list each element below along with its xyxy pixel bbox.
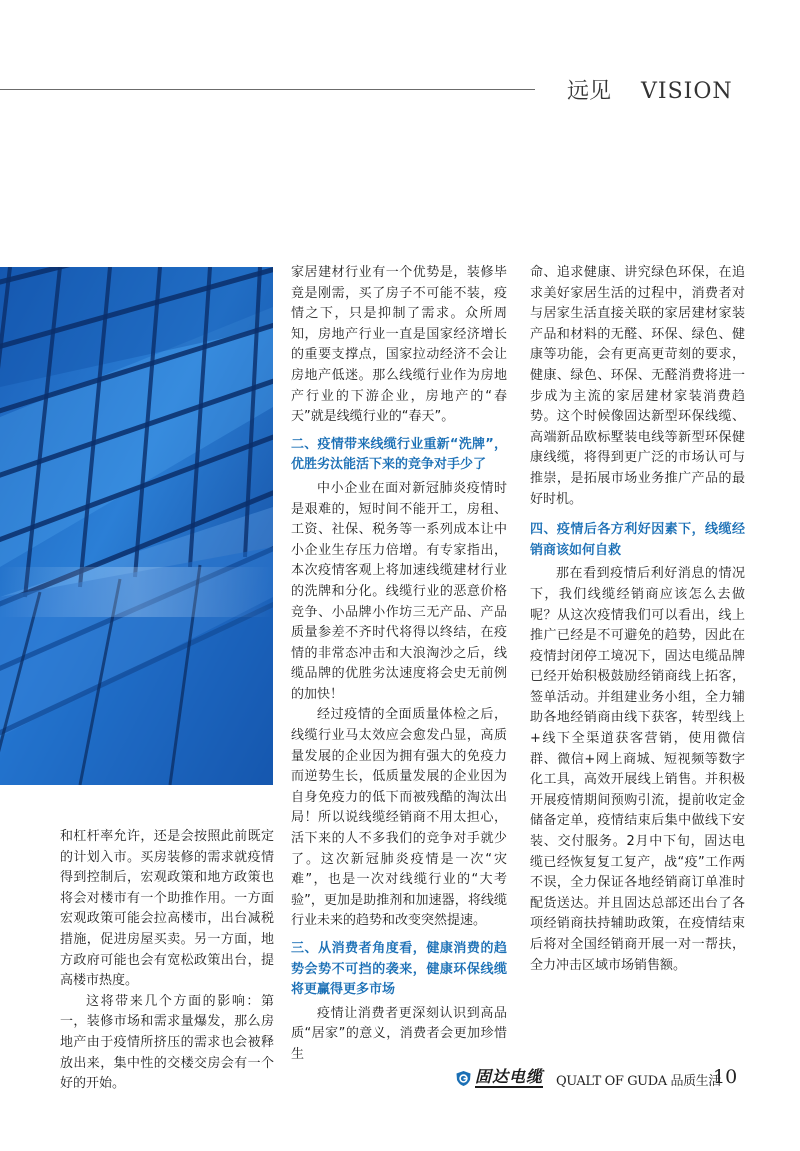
guda-shield-icon — [455, 1070, 472, 1087]
page-number: 10 — [713, 1066, 738, 1088]
section-title-cn: 远见 — [567, 79, 612, 104]
section-heading-4: 四、疫情后各方利好因素下，线缆经销商该如何自救 — [530, 522, 745, 558]
paragraph: 这将带来几个方面的影响：第一，装修市场和需求量爆发，那么房地产由于疫情所挤压的需求也会被释放出来，集中性的交楼交房会有一个好的开始。 — [60, 993, 274, 1092]
section-heading-2: 二、疫情带来线缆行业重新“洗牌”，优胜劣汰能活下来的竞争对手少了 — [291, 436, 507, 473]
section-title-en: VISION — [641, 79, 733, 104]
paragraph: 中小企业在面对新冠肺炎疫情时是艰难的，短时间不能开工，房租、工资、社保、税务等一系列成本让中小企业生存压力倍增。有专家指出，本次疫情客观上将加速线缆建材行业的洗牌和分化。线缆行业的恶意价格竞争、小品牌小作坊三无产品、产品质量参差不齐时代将得以终结，在疫情的非常态冲击和大浪淘沙之后，线缆品牌的优胜劣汰速度将会史无前例的加快！ — [291, 480, 507, 702]
paragraph: 家居建材行业有一个优势是，装修毕竟是刚需，买了房子不可能不装，疫情之下，只是抑制了需求。众所周知，房地产行业一直是国家经济增长的重要支撑点，国家拉动经济不会让房地产低迷。那么线缆行业作为房地产行业的下游企业，房地产的“春天”就是线缆行业的“春天”。 — [291, 265, 507, 425]
paragraph: 经过疫情的全面质量体检之后，线缆行业马太效应会愈发凸显，高质量发展的企业因为拥有强大的免疫力而逆势生长，低质量发展的企业因为自身免疫力的低下而被残酷的淘汰出局！所以说线缆经销商不用太担心，活下来的人不多我们的竞争对手就少了。这次新冠肺炎疫情是一次“灾难”，也是一次对线缆行业的“大考验”，更加是助推剂和加速器，将线缆行业未来的趋势和改变突然提速。 — [291, 707, 507, 929]
glass-facade-photo — [0, 267, 273, 785]
section-header — [567, 74, 733, 105]
header-rule — [0, 89, 535, 90]
paragraph: 那在看到疫情后利好消息的情况下，我们线缆经销商应该怎么去做呢？从这次疫情我们可以看出，线上推广已经是不可避免的趋势，因此在疫情封闭停工境况下，固达电缆品牌已经开始积极鼓励经销商线上拓客，签单活动。并组建业务小组，全力辅助各地经销商由线下获客，转型线上+线下全渠道获客营销，使用微信群、微信+网上商城、短视频等数字化工具，高效开展线上销售。并积极开展疫情期间预购引流，提前收定金储备定单，疫情结束后集中做线下安装、交付服务。2月中下旬，固达电缆已经恢复复工复产，战“疫”工作两不误，全力保证各地经销商订单准时配货送达。并且固达总部还出台了各项经销商扶持辅助政策，在疫情结束后将对全国经销商开展一对一帮扶，全力冲击区域市场销售额。 — [530, 566, 745, 973]
text-column-right — [530, 263, 745, 976]
text-column-left — [60, 827, 274, 1095]
section-heading-3: 三、从消费者角度看，健康消费的趋势会势不可挡的袭来，健康环保线缆将更赢得更多市场 — [291, 941, 507, 998]
paragraph: 命、追求健康、讲究绿色环保，在追求美好家居生活的过程中，消费者对与居家生活直接关联的家居建材家装产品和材料的无醛、环保、绿色、健康等功能，会有更高更苛刻的要求，健康、绿色、环保、无醛消费将进一步成为主流的家居建材家装消费趋势。这个时候像固达新型环保线缆、高端新品欧标墅装电线等新型环保健康线缆，将得到更广泛的市场认可与推崇，是拓展市场业务推广产品的最好时机。 — [530, 265, 745, 507]
paragraph: 和杠杆率允许，还是会按照此前既定的计划入市。买房装修的需求就疫情得到控制后，宏观政策和地方政策也将会对楼市有一个助推作用。一方面宏观政策可能会拉高楼市，出台减税措施，促进房屋买卖。另一方面，地方政府可能也会有宽松政策出台，提高楼市热度。 — [60, 829, 274, 989]
text-column-middle — [291, 263, 507, 1066]
brand-name: 固达电缆 — [475, 1067, 544, 1086]
magazine-name: QUALT OF GUDA 品质生活 — [556, 1074, 721, 1089]
paragraph: 疫情让消费者更深刻认识到高品质“居家”的意义，消费者会更加珍惜生 — [291, 1005, 507, 1062]
page-footer — [0, 1066, 800, 1092]
